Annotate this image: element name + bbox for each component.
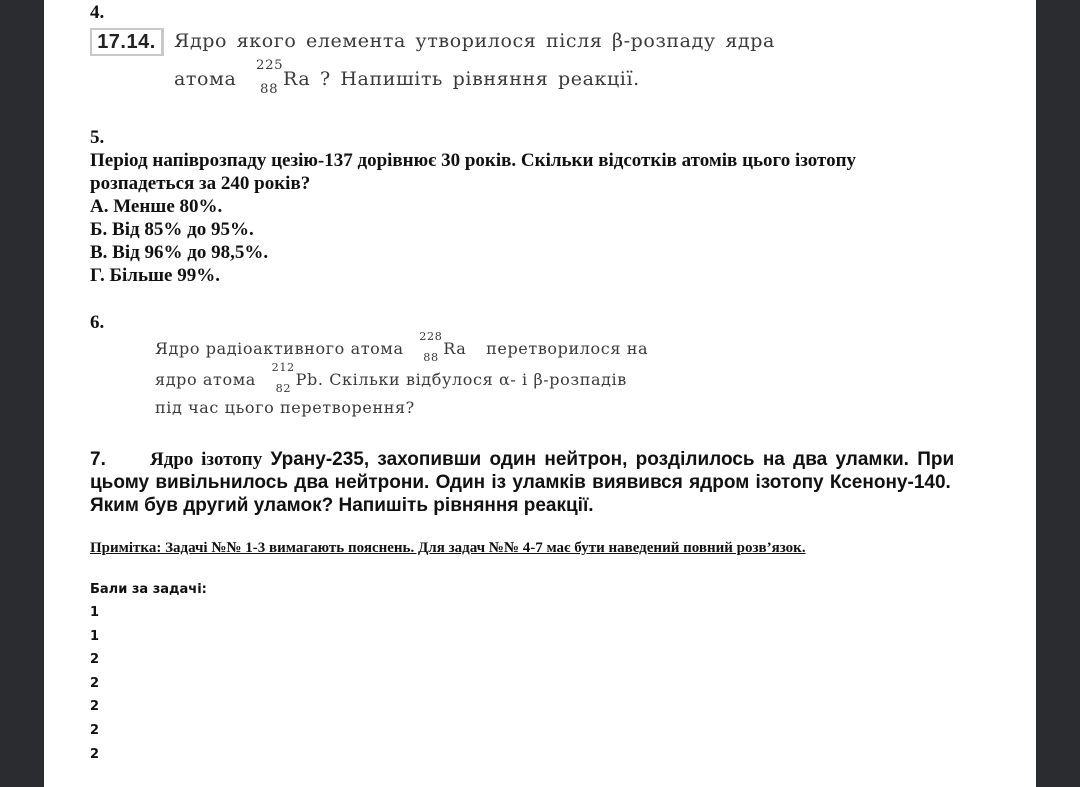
- nuclide-symbol: Ra: [283, 68, 311, 90]
- question-7-line-2: цьому вивільнилось два нейтрони. Один із уламків виявився ядром ізотопу Ксенону-140.: [90, 472, 951, 493]
- question-5-line-2: розпадеться за 240 років?: [90, 173, 311, 194]
- question-5-number: 5.: [90, 127, 105, 148]
- question-5-option-d: Г. Більше 99%.: [90, 265, 220, 286]
- nuclide-symbol: Ra: [443, 339, 467, 358]
- question-5-line-1: Період напіврозпаду цезію-137 дорівнює 30 років. Скільки відсотків атомів цього ізотопу: [90, 150, 857, 171]
- document-page: [44, 0, 1036, 787]
- question-5-option-c: В. Від 96% до 98,5%.: [90, 242, 269, 263]
- question-4-line-2-before: атома: [174, 68, 237, 90]
- question-6-line-2-before: ядро атома: [155, 370, 256, 389]
- nuclide-pb-212: [271, 361, 318, 395]
- question-6-line-2: [155, 361, 627, 395]
- nuclide-charge-number: 88: [260, 82, 279, 97]
- question-4-number: 4.: [90, 2, 105, 23]
- score-item: 2: [90, 676, 100, 691]
- score-item: 2: [90, 652, 100, 667]
- nuclide-mass-number: 228: [419, 330, 443, 343]
- score-item: 2: [90, 699, 100, 714]
- question-6-line-3: під час цього перетворення?: [155, 398, 415, 417]
- nuclide-charge-number: 82: [275, 382, 292, 395]
- note-text: Примітка: Задачі №№ 1-3 вимагають пояснень. Для задач №№ 4-7 має бути наведений повний розв’язок.: [90, 540, 806, 556]
- question-7-line-1-serif: Ядро ізотопу: [150, 449, 263, 470]
- question-7-number: 7.: [90, 449, 106, 470]
- nuclide-symbol: Pb: [295, 370, 318, 389]
- question-5-option-b: Б. Від 85% до 95%.: [90, 219, 254, 240]
- nuclide-ra-225: [256, 58, 311, 97]
- score-item: 2: [90, 747, 100, 762]
- question-5-option-a: А. Менше 80%.: [90, 196, 223, 217]
- question-7-line-3: Яким був другий уламок? Напишіть рівняння реакції.: [90, 495, 594, 516]
- question-6-line-2-after: . Скільки відбулося α- і β-розпадів: [317, 370, 627, 389]
- question-7-line-1-rest: Урану-235, захопивши один нейтрон, розділилось на два уламки. При: [270, 449, 955, 470]
- question-6-number: 6.: [90, 312, 105, 333]
- question-6-line-1-after: перетворилося на: [486, 339, 649, 358]
- textbook-problem-badge: 17.14.: [90, 28, 164, 56]
- nuclide-charge-number: 88: [423, 351, 439, 364]
- nuclide-ra-228: [419, 330, 467, 364]
- score-item: 2: [90, 723, 100, 738]
- question-4-line-2-after: ? Напишіть рівняння реакції.: [319, 68, 640, 90]
- nuclide-mass-number: 212: [271, 361, 295, 374]
- scores-title: Бали за задачі:: [90, 582, 207, 597]
- score-item: 1: [90, 605, 100, 620]
- nuclide-mass-number: 225: [256, 58, 284, 73]
- question-7-line-1: [150, 449, 954, 471]
- score-item: 1: [90, 629, 100, 644]
- question-6-line-1: [155, 330, 649, 364]
- question-6-line-1-before: Ядро радіоактивного атома: [155, 339, 404, 358]
- question-4-line-1: Ядро якого елемента утворилося після β-розпаду ядра: [174, 30, 775, 52]
- question-4-line-2: [174, 58, 640, 97]
